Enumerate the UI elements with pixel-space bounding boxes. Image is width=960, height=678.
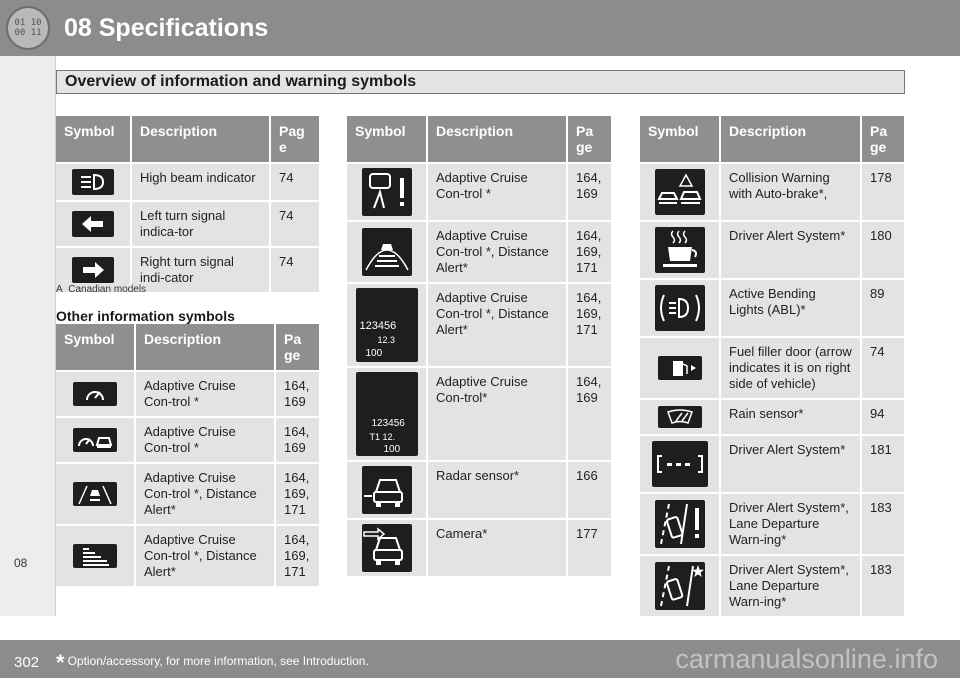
table-row [640, 280, 904, 338]
col-header-description: Description [721, 116, 862, 164]
symbol-description: Adaptive Cruise Con-trol * [136, 372, 276, 418]
table-row [640, 338, 904, 400]
page-reference: 183 [862, 556, 904, 618]
page-footer [0, 640, 960, 678]
table-row [56, 418, 319, 464]
col-header-description: Description [132, 116, 271, 164]
page-reference: 164, 169 [568, 164, 611, 222]
table-header-row [56, 116, 319, 164]
table-row [640, 400, 904, 436]
page-reference: 164, 169 [568, 368, 611, 462]
table-header-row [640, 116, 904, 164]
speedometer-icon [73, 382, 117, 406]
watermark: carmanualsonline.info [675, 644, 938, 674]
page-reference: 164, 169 [276, 372, 319, 418]
display-speed: 100 [383, 444, 401, 455]
symbol-description: Fuel filler door (arrow indicates it is on right side of vehicle) [721, 338, 862, 400]
display-trip: T1 12. [369, 432, 396, 442]
bending-lights-icon [655, 285, 705, 331]
table-row [347, 368, 611, 462]
symbol-description: Driver Alert System*, Lane Departure Warn-ing* [721, 556, 862, 618]
right-turn-signal-icon [72, 257, 114, 283]
table-row [640, 222, 904, 280]
table-row [56, 464, 319, 526]
symbol-description: Collision Warning with Auto-brake*, [721, 164, 862, 222]
page-reference: 164, 169, 171 [276, 464, 319, 526]
table-row [347, 520, 611, 578]
col-header-page: Pa ge [862, 116, 904, 164]
page-reference: 177 [568, 520, 611, 578]
symbols-table-2 [56, 324, 319, 588]
display-odometer: 123456 [371, 418, 405, 429]
rain-sensor-icon [658, 406, 702, 428]
side-tab-label: 08 [14, 556, 28, 570]
col-header-description: Description [428, 116, 568, 164]
distance-bars-icon [73, 544, 117, 568]
display-trip: 12.3 [377, 335, 396, 345]
table-row [56, 526, 319, 588]
symbol-description: Rain sensor* [721, 400, 862, 436]
col-header-description: Description [136, 324, 276, 372]
page-reference: 180 [862, 222, 904, 280]
table-row [56, 202, 319, 248]
camera-car-icon [362, 524, 412, 572]
footnote-marker: A [56, 284, 63, 295]
lane-departure-star-icon [655, 562, 705, 610]
display-speed: 100 [365, 348, 383, 359]
instrument-display-icon [356, 288, 418, 362]
instrument-display-alt-icon [356, 372, 418, 456]
symbol-description: Camera* [428, 520, 568, 578]
symbol-description: High beam indicator [132, 164, 271, 202]
symbol-description: Adaptive Cruise Con-trol * [428, 164, 568, 222]
page-reference: 164, 169, 171 [568, 222, 611, 284]
table-row [56, 164, 319, 202]
dashboard-dial-icon: 01 10 00 11 [6, 6, 50, 50]
section-title: Overview of information and warning symbols [65, 73, 417, 90]
page-reference: 183 [862, 494, 904, 556]
table-row [640, 164, 904, 222]
page-reference: 94 [862, 400, 904, 436]
symbol-description: Adaptive Cruise Con-trol* [428, 368, 568, 462]
distance-alert-road-icon [362, 228, 412, 276]
table-row [347, 284, 611, 368]
symbol-description: Adaptive Cruise Con-trol *, Distance Alert* [428, 222, 568, 284]
col-header-symbol: Symbol [56, 116, 132, 164]
col-header-symbol: Symbol [347, 116, 428, 164]
collision-warning-icon [655, 169, 705, 215]
symbol-description: Driver Alert System* [721, 222, 862, 280]
page-reference: 164, 169, 171 [568, 284, 611, 368]
page-reference: 74 [271, 164, 319, 202]
symbols-table-1 [56, 116, 319, 294]
high-beam-icon [72, 169, 114, 195]
symbol-description: Right turn signal indi-cator [132, 248, 271, 294]
table-row [347, 462, 611, 520]
page-reference: 74 [862, 338, 904, 400]
symbol-description: Driver Alert System* [721, 436, 862, 494]
acc-lane-car-icon [73, 482, 117, 506]
col-header-page: Pa ge [276, 324, 319, 372]
page-reference: 164, 169 [276, 418, 319, 464]
symbol-description: Adaptive Cruise Con-trol *, Distance Alert* [136, 464, 276, 526]
page-reference: 89 [862, 280, 904, 338]
other-symbols-heading: Other information symbols [56, 308, 235, 324]
acc-distance-car-icon [73, 428, 117, 452]
table-row [56, 372, 319, 418]
col-header-symbol: Symbol [640, 116, 721, 164]
chapter-side-tab [0, 56, 56, 616]
coffee-cup-icon [655, 227, 705, 273]
symbols-table-4 [640, 116, 904, 618]
lane-bracket-icon [652, 441, 708, 487]
symbol-description: Radar sensor* [428, 462, 568, 520]
symbol-description: Left turn signal indica-tor [132, 202, 271, 248]
option-star-icon: * [56, 650, 65, 675]
chapter-header [0, 0, 960, 56]
footnote-text: Canadian models [68, 284, 147, 295]
symbol-description: Active Bending Lights (ABL)* [721, 280, 862, 338]
col-header-page: Pa ge [568, 116, 611, 164]
page-reference: 164, 169, 171 [276, 526, 319, 588]
symbols-table-3 [347, 116, 611, 578]
page-number: 302 [14, 654, 40, 671]
symbol-description: Adaptive Cruise Con-trol *, Distance Alert* [136, 526, 276, 588]
fuel-pump-icon [658, 356, 702, 380]
table-row [640, 436, 904, 494]
section-title-bar [56, 70, 905, 94]
chapter-title: 08 Specifications [64, 14, 269, 42]
page-reference: 181 [862, 436, 904, 494]
symbol-description: Driver Alert System*, Lane Departure Warn-ing* [721, 494, 862, 556]
page-reference: 74 [271, 202, 319, 248]
radar-sensor-car-icon [362, 466, 412, 514]
display-odometer: 123456 [359, 320, 397, 332]
page-reference: 166 [568, 462, 611, 520]
table-header-row [347, 116, 611, 164]
footer-note-text: Option/accessory, for more information, see Introduction. [67, 654, 369, 668]
page-reference: 74 [271, 248, 319, 294]
page-reference: 178 [862, 164, 904, 222]
symbol-description: Adaptive Cruise Con-trol *, Distance Alert* [428, 284, 568, 368]
table-row [640, 556, 904, 618]
left-turn-signal-icon [72, 211, 114, 237]
col-header-symbol: Symbol [56, 324, 136, 372]
footer-note [56, 650, 369, 676]
col-header-page: Pag e [271, 116, 319, 164]
symbol-description: Adaptive Cruise Con-trol * [136, 418, 276, 464]
table-header-row [56, 324, 319, 372]
table-row [640, 494, 904, 556]
footnote [56, 284, 146, 295]
lane-departure-warning-icon [655, 500, 705, 548]
table-row [347, 222, 611, 284]
table-row [347, 164, 611, 222]
acc-warning-car-icon [362, 168, 412, 216]
